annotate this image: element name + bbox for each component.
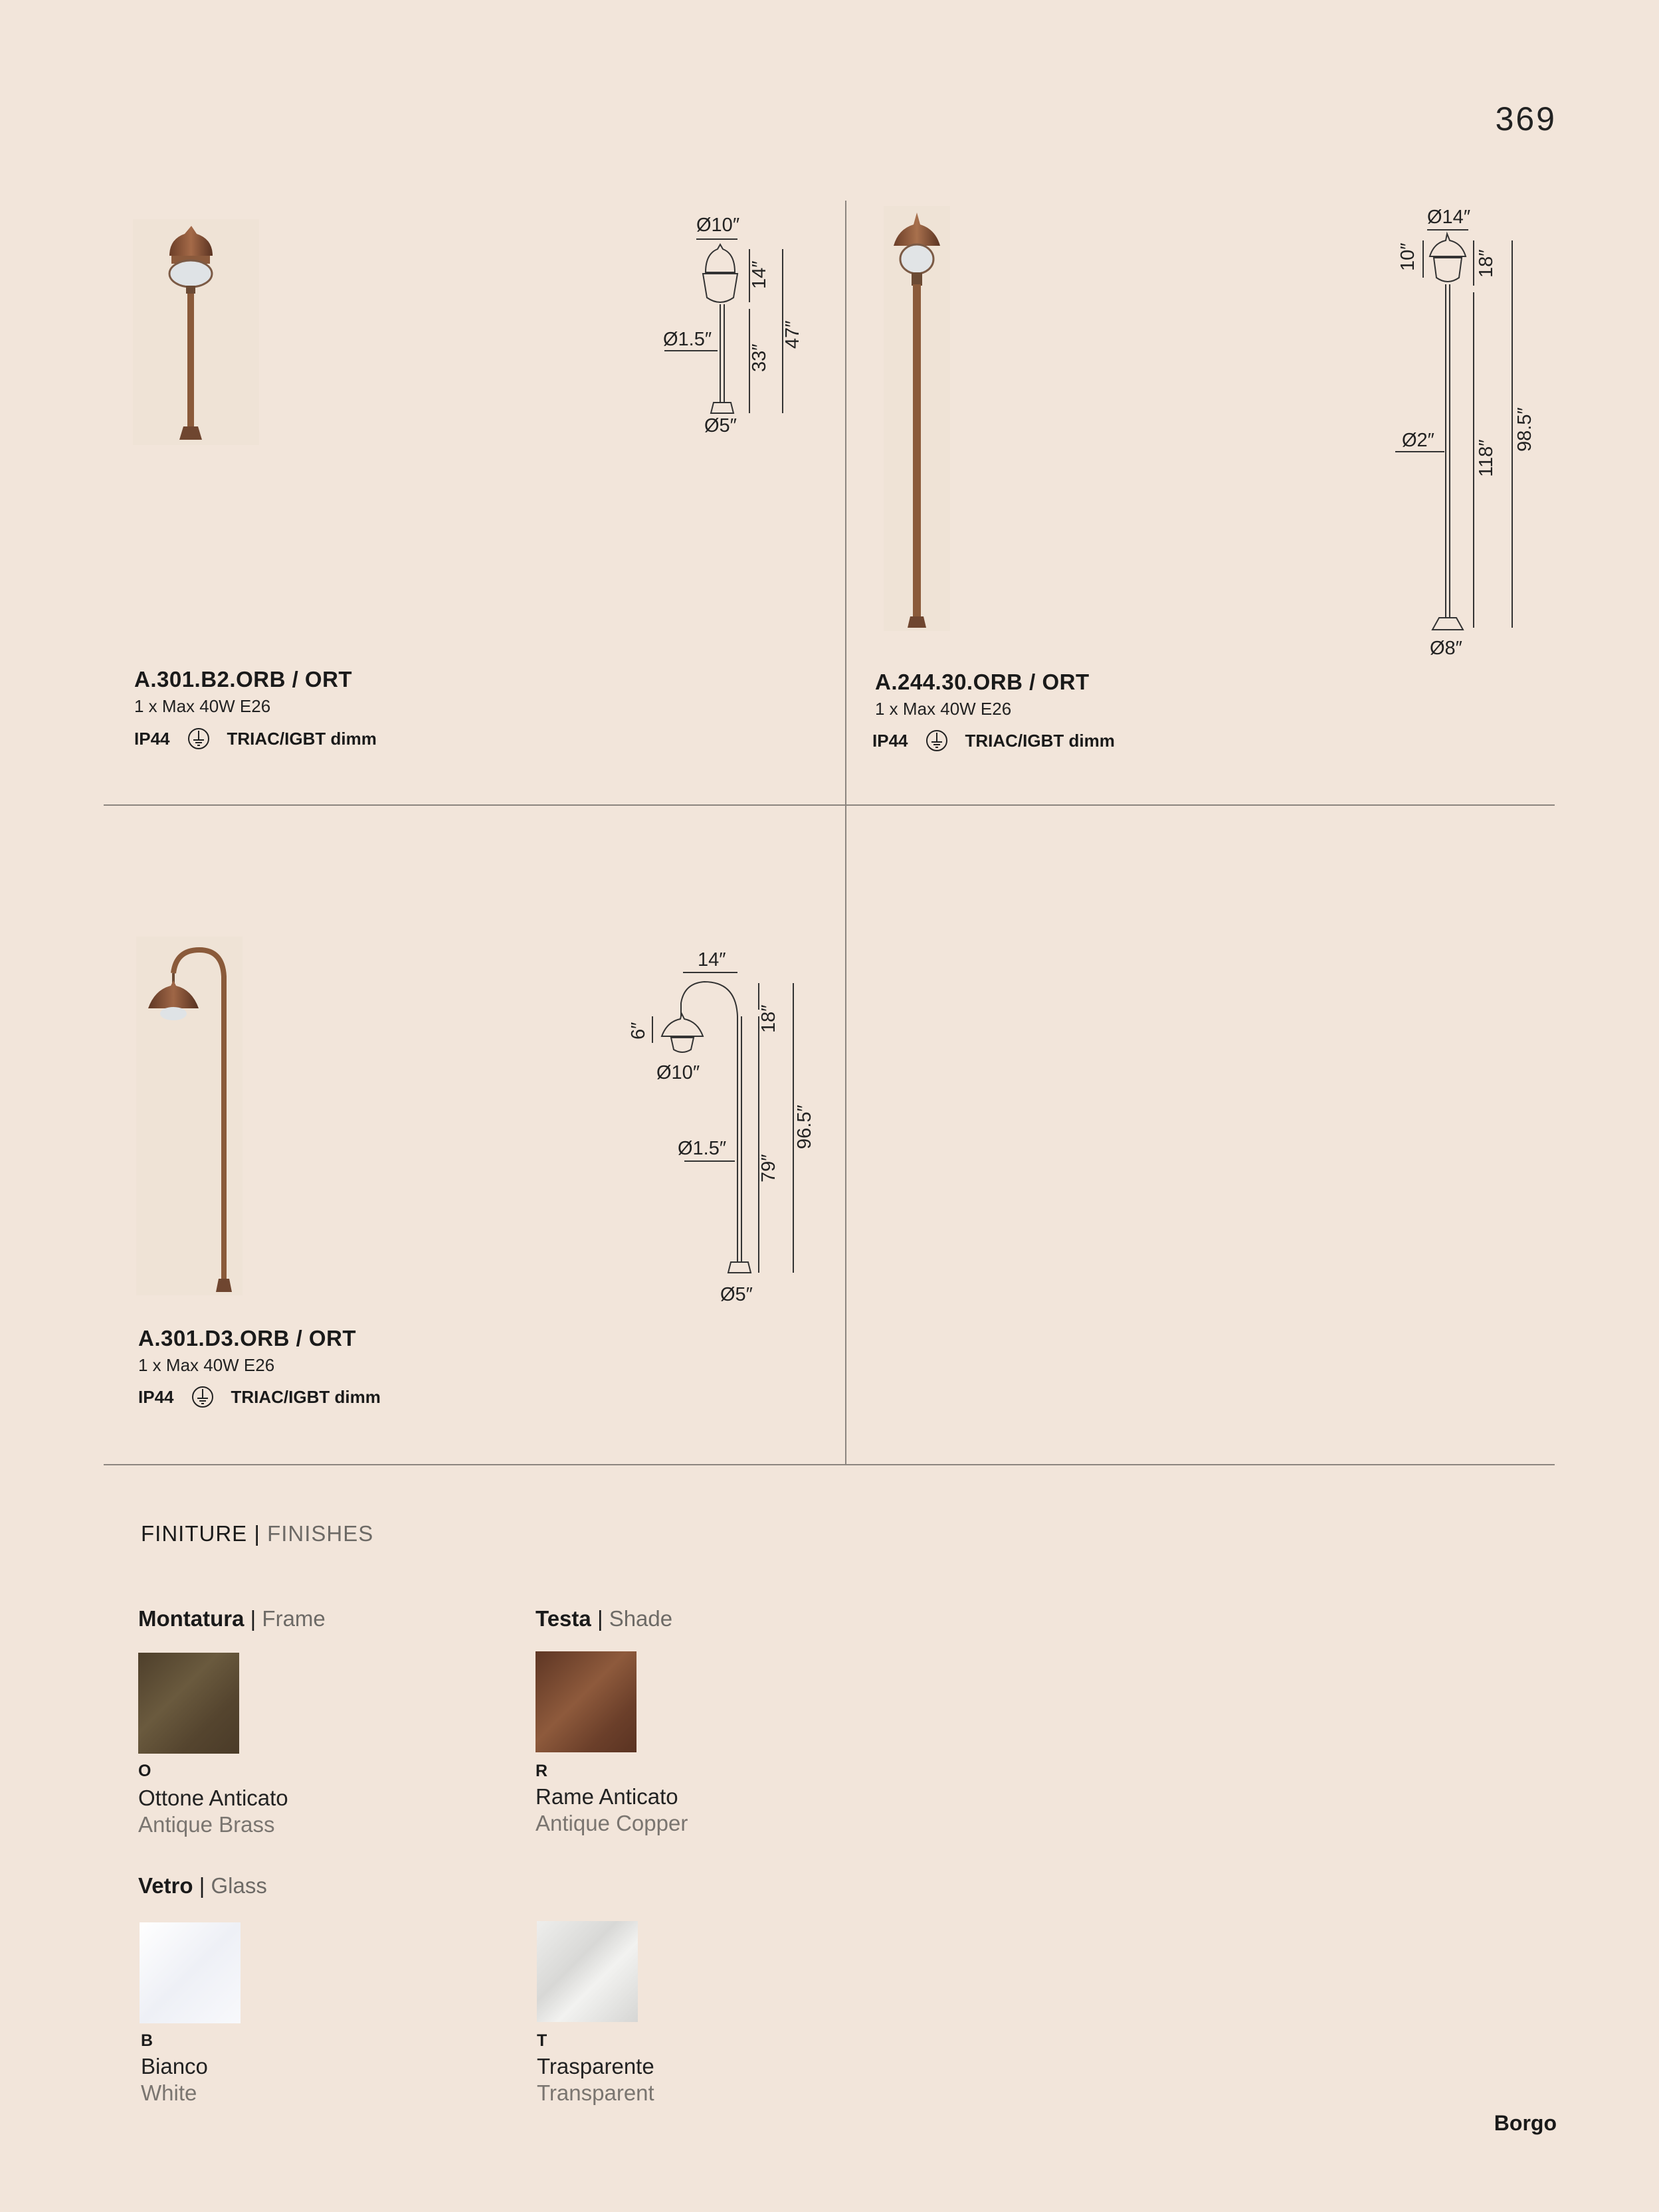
- swatch-antique-brass: [138, 1653, 239, 1754]
- finish-code: T: [537, 2031, 547, 2050]
- dim-pole-height: 33″: [749, 343, 770, 372]
- earth-ground-icon: [926, 729, 948, 752]
- dim-head-height: 14″: [749, 260, 770, 289]
- dimm-type: TRIAC/IGBT dimm: [227, 728, 377, 749]
- dim-head-dia: Ø10″: [696, 215, 740, 236]
- product-spec: 1 x Max 40W E26: [138, 1355, 275, 1375]
- dimension-drawing-a301d3: [625, 943, 837, 1315]
- earth-ground-icon: [191, 1386, 214, 1408]
- dim-total-height: 96.5″: [794, 1105, 815, 1149]
- dim-arm-width: 14″: [698, 949, 726, 970]
- finish-name-en: Antique Copper: [536, 1811, 688, 1835]
- product-tags: [138, 1386, 381, 1408]
- finish-group-shade: Testa | Shade: [536, 1606, 673, 1631]
- finish-name-en: Antique Brass: [138, 1812, 275, 1837]
- dim-base-dia: Ø8″: [1430, 638, 1462, 659]
- product-photo-a24430: [884, 206, 950, 631]
- product-photo-a301d3: [136, 937, 243, 1295]
- finish-code: O: [138, 1762, 151, 1780]
- ip-rating: IP44: [134, 728, 170, 749]
- finish-name-en: Transparent: [537, 2080, 654, 2105]
- product-tags: [134, 727, 377, 750]
- dim-total-height: 47″: [782, 320, 803, 349]
- ip-rating: IP44: [872, 730, 908, 751]
- dim-head-height: 18″: [758, 1004, 779, 1033]
- swatch-white-glass: [140, 1922, 241, 2023]
- finish-group-glass: Vetro | Glass: [138, 1873, 267, 1898]
- dimm-type: TRIAC/IGBT dimm: [965, 730, 1115, 751]
- swatch-antique-copper: [536, 1651, 636, 1752]
- dim-pole-dia: Ø1.5″: [678, 1138, 727, 1159]
- earth-ground-icon: [187, 727, 210, 750]
- product-tags: [872, 729, 1115, 752]
- dimension-drawing-a24430: [1389, 199, 1555, 664]
- product-code: A.301.B2.ORB / ORT: [134, 667, 353, 691]
- dim-head-dia: Ø14″: [1427, 207, 1471, 228]
- product-photo-a301b2: [133, 219, 259, 445]
- grid-divider-horizontal-2: [104, 1464, 1555, 1465]
- finish-name: Trasparente: [537, 2054, 654, 2078]
- ip-rating: IP44: [138, 1386, 174, 1407]
- dim-base-dia: Ø5″: [720, 1284, 753, 1305]
- swatch-transparent-glass: [537, 1921, 638, 2022]
- dim-pole-dia: Ø2″: [1402, 430, 1434, 451]
- dim-head-height: 18″: [1476, 249, 1497, 278]
- dim-lantern-height: 10″: [1397, 242, 1418, 271]
- product-code: A.301.D3.ORB / ORT: [138, 1326, 357, 1350]
- grid-divider-vertical: [845, 201, 846, 1465]
- finish-code: B: [141, 2031, 153, 2050]
- dim-pole-height: 118″: [1476, 439, 1497, 477]
- dim-base-dia: Ø5″: [704, 415, 737, 436]
- product-spec: 1 x Max 40W E26: [875, 699, 1012, 719]
- grid-divider-horizontal-1: [104, 804, 1555, 806]
- dim-head-dia: Ø10″: [656, 1062, 700, 1083]
- product-spec: 1 x Max 40W E26: [134, 696, 271, 716]
- dimm-type: TRIAC/IGBT dimm: [231, 1386, 381, 1407]
- dim-lantern-height: 6″: [628, 1022, 649, 1040]
- page-number: 369: [1495, 100, 1557, 138]
- finish-name: Rame Anticato: [536, 1784, 678, 1809]
- finishes-title: FINITURE | FINISHES: [141, 1521, 374, 1546]
- dim-pole-height: 79″: [758, 1154, 779, 1182]
- finish-code: R: [536, 1762, 548, 1780]
- product-code: A.244.30.ORB / ORT: [875, 670, 1090, 694]
- dim-pole-dia: Ø1.5″: [663, 329, 712, 350]
- finish-group-frame: Montatura | Frame: [138, 1606, 326, 1631]
- finish-name: Ottone Anticato: [138, 1786, 288, 1810]
- dim-total-height: 98.5″: [1514, 407, 1535, 452]
- finish-name: Bianco: [141, 2054, 208, 2078]
- dimension-drawing-a301b2: [651, 206, 824, 438]
- finish-name-en: White: [141, 2080, 197, 2105]
- brand-name: Borgo: [1494, 2111, 1557, 2135]
